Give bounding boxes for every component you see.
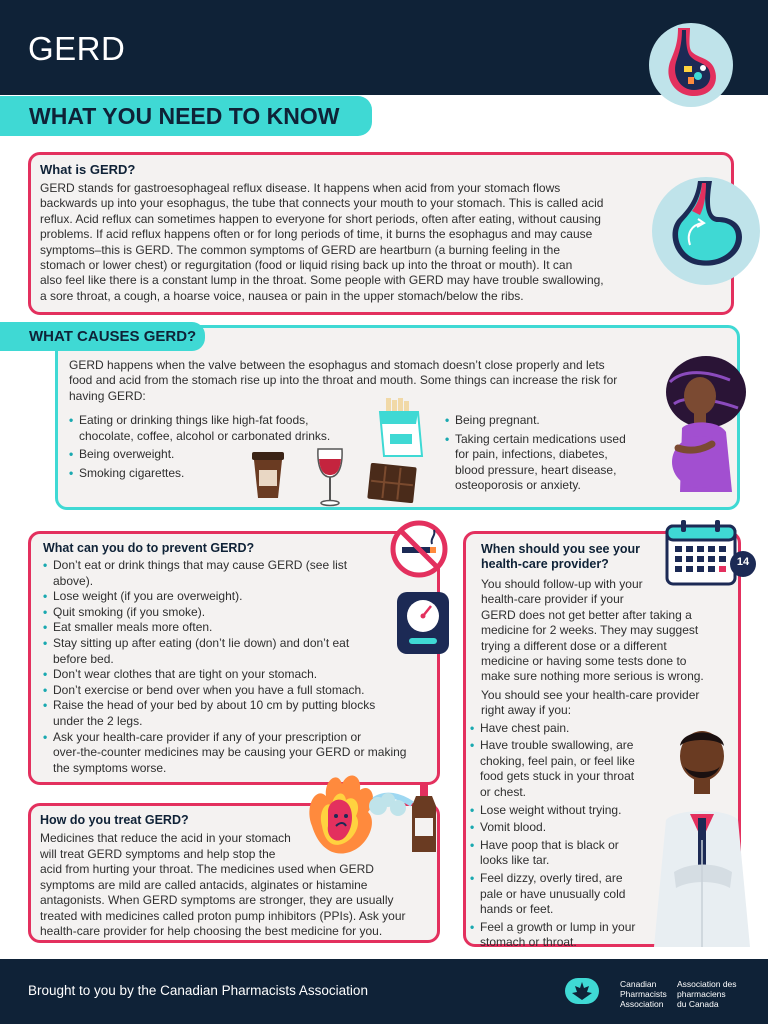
list-item: • Ask your health-care provider if any of your prescription or over-the-counter medicines may be causing your GERD or making the symptoms worse. [43, 730, 427, 777]
causes-intro-line: GERD happens when the valve between the esophagus and stomach doesn’t close properly and lets [69, 358, 605, 372]
list-item: • Don’t wear clothes that are tight on your stomach. [43, 667, 427, 683]
treat-line: antagonists. When GERD symptoms are stronger, they are usually [40, 893, 394, 907]
what-is-gerd-line: backwards up into your esophagus, the tube that connects your mouth to your stomach. This is called acid [40, 196, 604, 211]
causes-intro-line: food and acid from the stomach rise up into the throat and mouth. Some things can increase the risk for [69, 373, 618, 388]
list-item: • Being pregnant. [445, 413, 665, 429]
chocolate-icon [367, 463, 417, 503]
causes-heading: WHAT CAUSES GERD? [29, 328, 197, 345]
prevent-box [28, 531, 440, 785]
logo-text-fr: Association des pharmaciens du Canada [677, 979, 737, 1009]
what-is-gerd-line: symptoms–this is GERD. The common symptoms of GERD are heartburn (a burning feeling in the [40, 242, 560, 257]
list-item: • Don’t eat or drink things that may cause GERD (see list above). [43, 558, 427, 589]
provider-heading-line: When should you see your [481, 542, 641, 556]
coffee-cup-icon [250, 450, 286, 500]
logo-text-en: Canadian Pharmacists Association [620, 979, 667, 1009]
treat-heading: How do you treat GERD? [40, 813, 189, 827]
what-is-gerd-line: stomach or lower chest) or regurgitation (food or liquid rising back up into the throat or mouth). It can [40, 258, 573, 273]
list-item: • Lose weight without trying. [470, 803, 732, 819]
no-smoking-icon [390, 520, 448, 578]
what-is-gerd-text [40, 181, 701, 304]
treat-line: will treat GERD symptoms and help stop the [40, 846, 276, 861]
causes-intro-line: having GERD: [69, 388, 146, 403]
treat-line: health-care provider for help choosing the best medicine for you. [40, 924, 383, 938]
scale-icon [395, 590, 451, 656]
list-item: • Have chest pain. [470, 721, 732, 737]
list-item: • Quit smoking (if you smoke). [43, 605, 427, 621]
treat-line: symptoms are mild are called antacids, alginates or histamine [40, 877, 368, 892]
what-is-gerd-line: also feel like there is a constant lump in the throat. Some people with GERD may have trouble swallowing, [40, 273, 604, 288]
cigarette-pack-icon [378, 398, 424, 458]
pharmacist-illustration [646, 722, 758, 947]
list-item: • Smoking cigarettes. [69, 466, 369, 482]
list-item: • Taking certain medications used for pain, infections, diabetes, blood pressure, heart disease, osteoporosis or anxiety. [445, 432, 665, 494]
list-item: • Vomit blood. [470, 820, 732, 836]
what-is-gerd-line: problems. If acid reflux happens often or for long periods of time, it burns the esophagus and may cause [40, 227, 593, 242]
page-footer [0, 959, 768, 1024]
list-item: • Stay sitting up after eating (don’t lie down) and don’t eat before bed. [43, 636, 427, 667]
list-item: • Have poop that is black or looks like tar. [470, 838, 732, 869]
list-item: • Feel dizzy, overly tired, are pale or have unusually cold hands or feet. [470, 871, 732, 918]
list-item: • Raise the head of your bed by about 10 cm by putting blocks under the 2 legs. [43, 698, 427, 729]
list-item: • Being overweight. [69, 447, 369, 463]
what-is-gerd-line: GERD stands for gastroesophageal reflux disease. It happens when acid from your stomach flows [40, 181, 561, 195]
stomach-reflux-illustration [650, 175, 762, 287]
list-item: • Lose weight (if you are overweight). [43, 589, 427, 605]
what-is-gerd-heading: What is GERD? [40, 162, 136, 177]
footer-credit: Brought to you by the Canadian Pharmacists Association [28, 983, 368, 998]
wine-glass-icon [315, 447, 345, 507]
calendar-icon [665, 520, 761, 590]
section-banner-title: WHAT YOU NEED TO KNOW [29, 103, 340, 129]
list-item: • Eating or drinking things like high-fat foods, chocolate, coffee, alcohol or carbonated drinks. [69, 413, 369, 444]
prevent-heading: What can you do to prevent GERD? [43, 541, 255, 555]
treat-line: Medicines that reduce the acid in your stomach [40, 831, 291, 845]
section-banner [0, 96, 372, 136]
list-item: • Eat smaller meals more often. [43, 620, 427, 636]
page-title: GERD [28, 30, 126, 67]
causes-intro [69, 358, 669, 404]
heartburn-treatment-illustration [302, 766, 452, 864]
list-item: • Have trouble swallowing, are choking, feel pain, or feel like food gets stuck in your throat or chest. [470, 738, 732, 800]
list-item: • Feel a growth or lump in your stomach or throat. [470, 920, 732, 951]
stomach-food-illustration [648, 22, 734, 108]
prevent-list [43, 558, 427, 776]
provider-followup-text: You should follow-up with your health-care provider if your GERD does not get better after taking a medicine for 2 weeks. They may suggest trying a different dose or a different medicine or having some tests done to make sure nothing more serious is wrong. [481, 577, 704, 684]
what-is-gerd-line: a sore throat, a cough, a hoarse voice, nausea or pain in the upper stomach/below the ribs. [40, 288, 524, 303]
list-item: • Don’t exercise or bend over when you have a full stomach. [43, 683, 427, 699]
provider-urgent-text: You should see your health-care provider right away if you: [481, 687, 700, 718]
provider-heading-line: health-care provider? [481, 557, 609, 571]
treat-line: treated with medicines called proton pump inhibitors (PPIs). Ask your [40, 908, 406, 923]
pregnant-woman-illustration [660, 352, 752, 510]
what-is-gerd-box [28, 152, 734, 315]
pharmacists-association-logo [565, 976, 755, 1010]
what-is-gerd-line: reflux. Acid reflux can sometimes happen to everyone for short periods, often after eating, without causing [40, 211, 601, 226]
treat-line: acid from hurting your throat. The medicines used when GERD [40, 862, 374, 876]
causes-banner [0, 322, 205, 351]
calendar-badge: 14 [736, 556, 750, 568]
causes-list-right [445, 413, 665, 494]
